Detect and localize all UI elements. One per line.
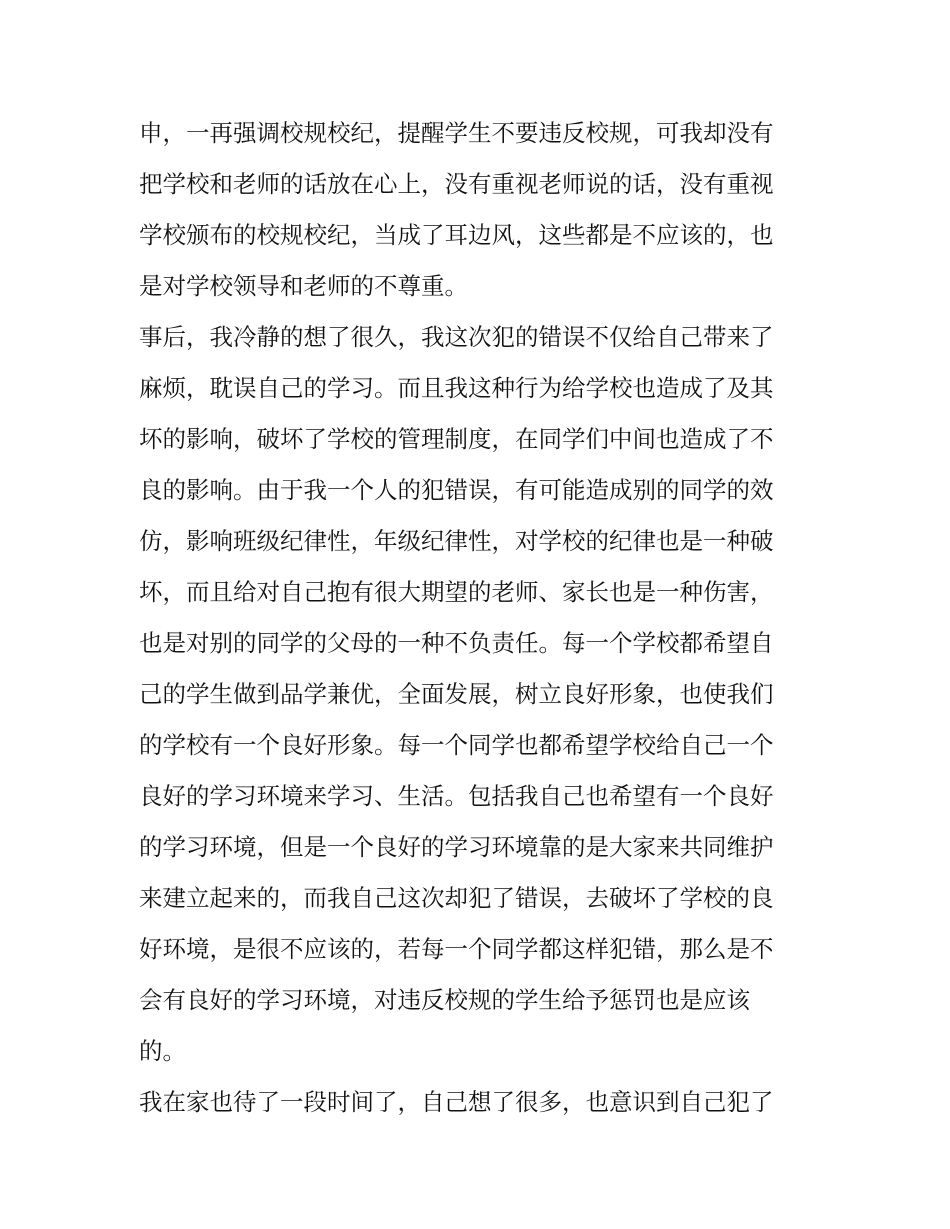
text-line: 的。: [139, 1037, 186, 1065]
text-line: 的学校有一个良好形象。每一个同学也都希望学校给自己一个: [139, 731, 774, 759]
paragraph-2: [139, 312, 819, 1077]
paragraph-1: [139, 108, 819, 312]
document-body: [139, 108, 819, 1128]
text-line: 学校颁布的校规校纪，当成了耳边风，这些都是不应该的，也: [139, 221, 774, 249]
text-line: 麻烦，耽误自己的学习。而且我这种行为给学校也造成了及其: [139, 374, 774, 402]
text-line: 我在家也待了一段时间了，自己想了很多，也意识到自己犯了: [139, 1088, 774, 1116]
text-line: 坏的影响，破坏了学校的管理制度，在同学们中间也造成了不: [139, 425, 774, 453]
text-line: 好环境，是很不应该的，若每一个同学都这样犯错，那么是不: [139, 935, 774, 963]
text-line: 把学校和老师的话放在心上，没有重视老师说的话，没有重视: [139, 170, 774, 198]
text-line: 良好的学习环境来学习、生活。包括我自己也希望有一个良好: [139, 782, 774, 810]
text-line: 良的影响。由于我一个人的犯错误，有可能造成别的同学的效: [139, 476, 774, 504]
text-line: 仿，影响班级纪律性，年级纪律性，对学校的纪律也是一种破: [139, 527, 774, 555]
text-line: 来建立起来的，而我自己这次却犯了错误，去破坏了学校的良: [139, 884, 774, 912]
text-line: 申，一再强调校规校纪，提醒学生不要违反校规，可我却没有: [139, 119, 774, 147]
text-line: 也是对别的同学的父母的一种不负责任。每一个学校都希望自: [139, 629, 774, 657]
text-line: 事后，我冷静的想了很久，我这次犯的错误不仅给自己带来了: [139, 323, 774, 351]
text-line: 坏，而且给对自己抱有很大期望的老师、家长也是一种伤害，: [139, 578, 774, 606]
paragraph-3: [139, 1077, 819, 1128]
text-line: 是对学校领导和老师的不尊重。: [139, 272, 468, 300]
text-line: 的学习环境，但是一个良好的学习环境靠的是大家来共同维护: [139, 833, 774, 861]
text-line: 己的学生做到品学兼优，全面发展，树立良好形象，也使我们: [139, 680, 774, 708]
text-line: 会有良好的学习环境，对违反校规的学生给予惩罚也是应该: [139, 986, 750, 1014]
